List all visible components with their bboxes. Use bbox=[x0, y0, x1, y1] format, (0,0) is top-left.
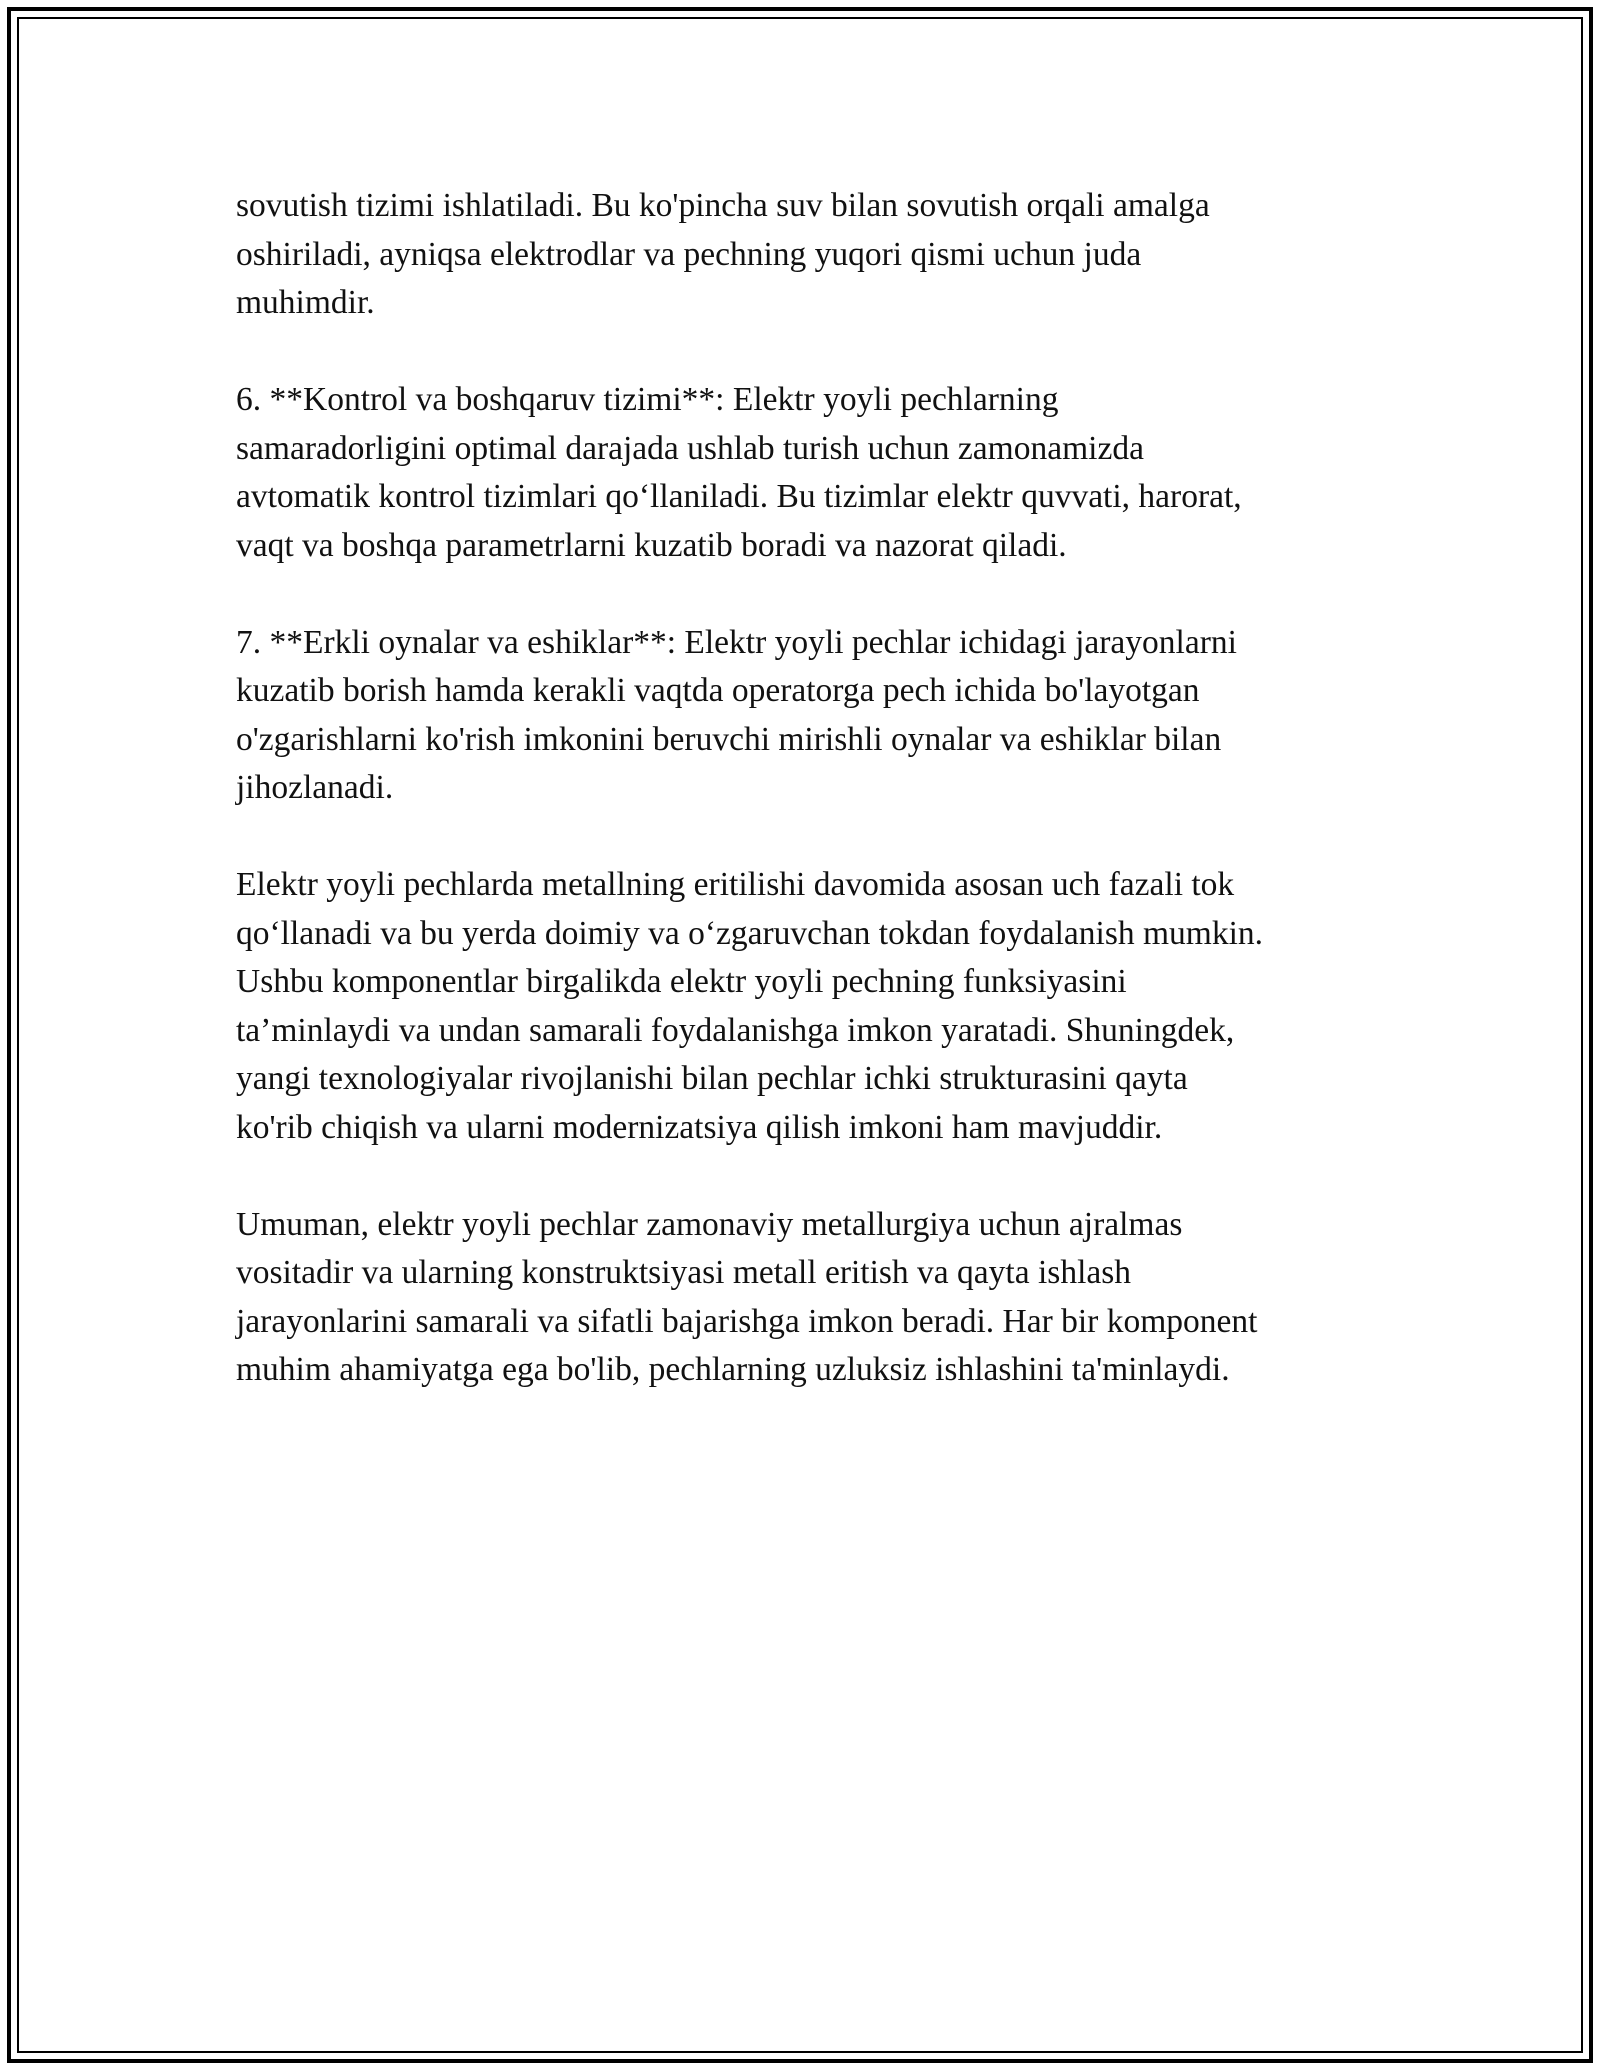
text-line: qo‘llanadi va bu yerda doimiy va o‘zgaruvchan tokdan foydalanish mumkin. bbox=[236, 914, 1264, 952]
paragraph-cooling-system bbox=[236, 182, 1376, 328]
text-line: 7. **Erkli oynalar va eshiklar**: Elektr yoyli pechlar ichidagi jarayonlarni bbox=[236, 623, 1237, 661]
paragraph-conclusion bbox=[236, 1201, 1376, 1395]
text-line: sovutish tizimi ishlatiladi. Bu ko'pincha suv bilan sovutish orqali amalga bbox=[236, 187, 1210, 224]
paragraph-three-phase-current bbox=[236, 861, 1376, 1152]
document-body bbox=[236, 182, 1376, 1443]
text-line: yangi texnologiyalar rivojlanishi bilan pechlar ichki strukturasini qayta bbox=[236, 1060, 1188, 1097]
text-line: vaqt va boshqa parametrlarni kuzatib boradi va nazorat qiladi. bbox=[236, 526, 1067, 564]
paragraph-windows-doors bbox=[236, 619, 1376, 813]
text-line: avtomatik kontrol tizimlari qo‘llaniladi. Bu tizimlar elektr quvvati, harorat, bbox=[236, 478, 1242, 515]
text-line: muhimdir. bbox=[236, 284, 375, 321]
text-line: ko'rib chiqish va ularni modernizatsiya qilish imkoni ham mavjuddir. bbox=[236, 1108, 1163, 1146]
text-line: samaradorligini optimal darajada ushlab turish uchun zamonamizda bbox=[236, 429, 1144, 467]
text-line: jarayonlarini samarali va sifatli bajarishga imkon beradi. Har bir komponent bbox=[236, 1302, 1258, 1340]
text-line: kuzatib borish hamda kerakli vaqtda operatorga pech ichida bo'layotgan bbox=[236, 672, 1200, 709]
text-line: ta’minlaydi va undan samarali foydalanishga imkon yaratadi. Shuningdek, bbox=[236, 1011, 1235, 1049]
text-line: jihozlanadi. bbox=[236, 769, 394, 806]
text-line: Ushbu komponentlar birgalikda elektr yoyli pechning funksiyasini bbox=[236, 963, 1127, 1000]
text-line: oshiriladi, ayniqsa elektrodlar va pechning yuqori qismi uchun juda bbox=[236, 235, 1142, 273]
text-line: Elektr yoyli pechlarda metallning eritilishi davomida asosan uch fazali tok bbox=[236, 866, 1235, 903]
text-line: 6. **Kontrol va boshqaruv tizimi**: Elektr yoyli pechlarning bbox=[236, 381, 1059, 418]
paragraph-control-system bbox=[236, 376, 1376, 570]
text-line: muhim ahamiyatga ega bo'lib, pechlarning uzluksiz ishlashini ta'minlaydi. bbox=[236, 1351, 1230, 1388]
text-line: vositadir va ularning konstruktsiyasi metall eritish va qayta ishlash bbox=[236, 1254, 1132, 1291]
text-line: Umuman, elektr yoyli pechlar zamonaviy metallurgiya uchun ajralmas bbox=[236, 1205, 1183, 1243]
text-line: o'zgarishlarni ko'rish imkonini beruvchi mirishli oynalar va eshiklar bilan bbox=[236, 720, 1222, 758]
